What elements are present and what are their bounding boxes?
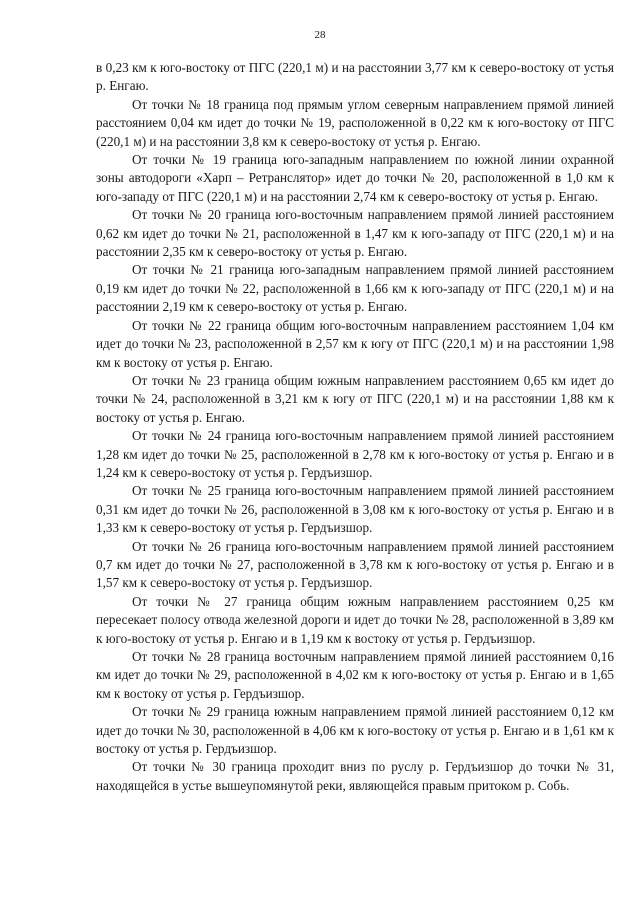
paragraph-point-27: От точки № 27 граница общим южным направлением расстоянием 0,25 км пересекает полосу отвода железной дороги и идет до точки № 28, расположенной в 3,89 км к юго-востоку от устья р. Енгаю и в 1,19 км к востоку от устья р. Гердъизшор.: [96, 593, 614, 646]
paragraph-point-30: От точки № 30 граница проходит вниз по руслу р. Гердъизшор до точки № 31, находящейся в устье вышеупомянутой реки, являющейся правым притоком р. Собь.: [96, 759, 614, 793]
paragraph-point-22: От точки № 22 граница общим юго-восточным направлением расстоянием 1,04 км идет до точки № 23, расположенной в 2,57 км к югу от ПГС (220,1 м) и на расстоянии 1,98 км к востоку от устья р. Енгаю.: [96, 317, 614, 370]
paragraph-point-23: От точки № 23 граница общим южным направлением расстоянием 0,65 км идет до точки № 24, расположенной в 3,21 км к югу от ПГС (220,1 м) и на расстоянии 1,88 км к востоку от устья р. Енгаю.: [96, 372, 614, 425]
paragraph-point-25: От точки № 25 граница юго-восточным направлением прямой линией расстоянием 0,31 км идет до точки № 26, расположенной в 3,08 км к юго-востоку от устья р. Енгаю и в 1,33 км к северо-востоку от устья р. Гердъизшор.: [96, 483, 614, 536]
document-body: [96, 59, 614, 795]
paragraph-point-26: От точки № 26 граница юго-восточным направлением прямой линией расстоянием 0,7 км идет до точки № 27, расположенной в 3,78 км к юго-востоку от устья р. Енгаю и в 1,57 км к северо-востоку от устья р. Гердъизшор.: [96, 538, 614, 591]
paragraph-point-24: От точки № 24 граница юго-восточным направлением прямой линией расстоянием 1,28 км идет до точки № 25, расположенной в 2,78 км к юго-востоку от устья р. Енгаю и в 1,24 км к северо-востоку от устья р. Гердъизшор.: [96, 428, 614, 480]
paragraph-point-29: От точки № 29 граница южным направлением прямой линией расстоянием 0,12 км идет до точки № 30, расположенной в 4,06 км к юго-востоку от устья р. Енгаю и в 1,61 км к востоку от устья р. Гердъизшор.: [96, 704, 614, 757]
paragraph-point-18: От точки № 18 граница под прямым углом северным направлением прямой линией расстоянием 0,04 км идет до точки № 19, расположенной в 0,22 км к юго-востоку от ПГС (220,1 м) и на расстоянии 3,8 км к северо-востоку от устья р. Енгаю.: [96, 96, 614, 149]
paragraph-point-20: От точки № 20 граница юго-восточным направлением прямой линией расстоянием 0,62 км идет до точки № 21, расположенной в 1,47 км к юго-западу от ПГС (220,1 м) и на расстоянии 2,35 км к северо-востоку от устья р. Енгаю.: [96, 207, 614, 260]
paragraph-point-19: От точки № 19 граница юго-западным направлением по южной линии охранной зоны автодороги «Харп – Ретранслятор» идет до точки № 20, расположенной в 1,0 км к юго-западу от ПГС (220,1 м) и на расстоянии 2,74 км к северо-востоку от устья р. Енгаю.: [96, 152, 614, 204]
paragraph-point-28: От точки № 28 граница восточным направлением прямой линией расстоянием 0,16 км идет до точки № 29, расположенной в 4,02 км к юго-востоку от устья р. Енгаю и в 1,65 км к востоку от устья р. Гердъизшор.: [96, 649, 614, 701]
paragraph-continuation: в 0,23 км к юго-востоку от ПГС (220,1 м) и на расстоянии 3,77 км к северо-востоку от устья р. Енгаю.: [96, 60, 614, 94]
page-number: 28: [314, 29, 326, 41]
paragraph-point-21: От точки № 21 граница юго-западным направлением прямой линией расстоянием 0,19 км идет до точки № 22, расположенной в 1,66 км к юго-западу от ПГС (220,1 м) и на расстоянии 2,19 км к северо-востоку от устья р. Енгаю.: [96, 262, 614, 315]
